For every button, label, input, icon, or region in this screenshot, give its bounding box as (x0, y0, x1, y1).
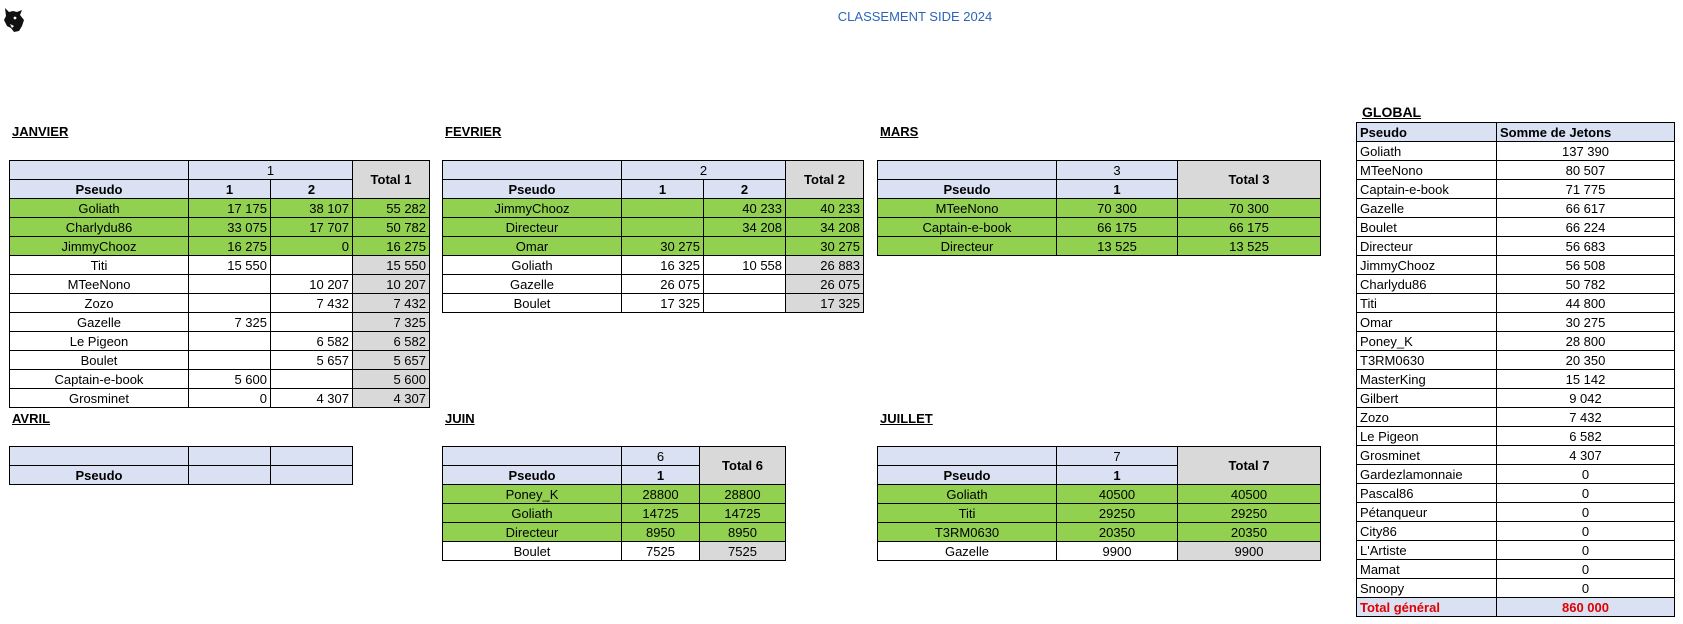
header-blank (878, 447, 1057, 466)
value-cell: 40500 (1057, 485, 1178, 504)
total-cell: 15 550 (353, 256, 430, 275)
header-blank (10, 447, 189, 466)
table-row (1357, 427, 1675, 446)
header-pseudo: Pseudo (878, 180, 1057, 199)
value-cell: 7525 (622, 542, 700, 561)
table-row (443, 256, 864, 275)
header-pseudo: Pseudo (878, 466, 1057, 485)
total-cell: 5 657 (353, 351, 430, 370)
table-row (878, 218, 1321, 237)
somme-cell: 0 (1497, 522, 1675, 541)
value-cell: 26 075 (622, 275, 704, 294)
pseudo-cell: Directeur (1357, 237, 1497, 256)
total-cell: 5 600 (353, 370, 430, 389)
total-cell: 7 432 (353, 294, 430, 313)
value-cell: 0 (271, 237, 353, 256)
table-mars (877, 160, 1321, 256)
pseudo-cell: Captain-e-book (878, 218, 1057, 237)
pseudo-cell: Mamat (1357, 560, 1497, 579)
table-row (10, 313, 430, 332)
value-cell (704, 275, 786, 294)
total-cell: 26 075 (786, 275, 864, 294)
table-row (1357, 560, 1675, 579)
header-col-1: 1 (189, 180, 271, 199)
total-cell: 13 525 (1178, 237, 1321, 256)
header-pseudo: Pseudo (10, 466, 189, 485)
table-row (878, 237, 1321, 256)
pseudo-cell: Goliath (443, 504, 622, 523)
pseudo-cell: Charlydu86 (1357, 275, 1497, 294)
table-juillet (877, 446, 1321, 561)
pseudo-cell: Directeur (878, 237, 1057, 256)
somme-cell: 30 275 (1497, 313, 1675, 332)
table-row (10, 256, 430, 275)
value-cell (189, 275, 271, 294)
header-group: 3 (1057, 161, 1178, 180)
table-janvier (9, 160, 430, 408)
header-pseudo: Pseudo (10, 180, 189, 199)
somme-cell: 137 390 (1497, 142, 1675, 161)
pseudo-cell: Goliath (878, 485, 1057, 504)
pseudo-cell: Le Pigeon (10, 332, 189, 351)
section-juin: JUIN (445, 411, 475, 426)
total-cell: 29250 (1178, 504, 1321, 523)
value-cell: 7 325 (189, 313, 271, 332)
table-row (443, 199, 864, 218)
pseudo-cell: Zozo (1357, 408, 1497, 427)
pseudo-cell: Goliath (443, 256, 622, 275)
value-cell: 40 233 (704, 199, 786, 218)
table-row (878, 199, 1321, 218)
pseudo-cell: Gazelle (878, 542, 1057, 561)
header-col-1: 1 (1057, 180, 1178, 199)
total-cell: 16 275 (353, 237, 430, 256)
header-total: Total 6 (700, 447, 786, 485)
pseudo-cell: Omar (1357, 313, 1497, 332)
value-cell (704, 294, 786, 313)
header-blank (271, 466, 353, 485)
pseudo-cell: Boulet (443, 542, 622, 561)
value-cell: 5 657 (271, 351, 353, 370)
somme-cell: 56 508 (1497, 256, 1675, 275)
header-col-2: 2 (271, 180, 353, 199)
header-total: Total 7 (1178, 447, 1321, 485)
table-row (443, 504, 786, 523)
table-row (10, 294, 430, 313)
pseudo-cell: Gazelle (443, 275, 622, 294)
pseudo-cell: Goliath (1357, 142, 1497, 161)
value-cell: 70 300 (1057, 199, 1178, 218)
pseudo-cell: MasterKing (1357, 370, 1497, 389)
header-blank (271, 447, 353, 466)
header-group: 6 (622, 447, 700, 466)
value-cell: 28800 (622, 485, 700, 504)
value-cell (704, 237, 786, 256)
value-cell: 10 558 (704, 256, 786, 275)
table-row (1357, 579, 1675, 598)
pseudo-cell: Gardezlamonnaie (1357, 465, 1497, 484)
table-row (1357, 313, 1675, 332)
pseudo-cell: Omar (443, 237, 622, 256)
somme-cell: 0 (1497, 560, 1675, 579)
somme-cell: 66 224 (1497, 218, 1675, 237)
value-cell: 5 600 (189, 370, 271, 389)
value-cell: 66 175 (1057, 218, 1178, 237)
somme-cell: 0 (1497, 465, 1675, 484)
value-cell: 29250 (1057, 504, 1178, 523)
table-row (1357, 351, 1675, 370)
value-cell: 14725 (622, 504, 700, 523)
header-somme: Somme de Jetons (1497, 123, 1675, 142)
pseudo-cell: JimmyChooz (443, 199, 622, 218)
table-row (1357, 503, 1675, 522)
value-cell: 16 325 (622, 256, 704, 275)
pseudo-cell: Pascal86 (1357, 484, 1497, 503)
pseudo-cell: Grosminet (10, 389, 189, 408)
total-cell: 14725 (700, 504, 786, 523)
section-janvier: JANVIER (12, 124, 69, 139)
table-row (10, 351, 430, 370)
pseudo-cell: Snoopy (1357, 579, 1497, 598)
table-row (10, 389, 430, 408)
value-cell: 38 107 (271, 199, 353, 218)
somme-cell: 6 582 (1497, 427, 1675, 446)
table-row (1357, 484, 1675, 503)
somme-cell: 66 617 (1497, 199, 1675, 218)
header-group: 7 (1057, 447, 1178, 466)
total-general-label: Total général (1357, 598, 1497, 617)
value-cell: 15 550 (189, 256, 271, 275)
value-cell (189, 351, 271, 370)
value-cell: 13 525 (1057, 237, 1178, 256)
value-cell: 34 208 (704, 218, 786, 237)
total-cell: 50 782 (353, 218, 430, 237)
pseudo-cell: Le Pigeon (1357, 427, 1497, 446)
total-cell: 7 325 (353, 313, 430, 332)
table-row (1357, 237, 1675, 256)
pseudo-cell: JimmyChooz (1357, 256, 1497, 275)
header-total: Total 2 (786, 161, 864, 199)
table-row (10, 237, 430, 256)
section-mars: MARS (880, 124, 919, 139)
somme-cell: 44 800 (1497, 294, 1675, 313)
table-row (10, 218, 430, 237)
value-cell: 20350 (1057, 523, 1178, 542)
somme-cell: 56 683 (1497, 237, 1675, 256)
table-row (1357, 389, 1675, 408)
table-row (1357, 199, 1675, 218)
pseudo-cell: Charlydu86 (10, 218, 189, 237)
table-row (1357, 370, 1675, 389)
pseudo-cell: Poney_K (443, 485, 622, 504)
header-col-1: 1 (622, 180, 704, 199)
somme-cell: 0 (1497, 541, 1675, 560)
table-row (10, 275, 430, 294)
somme-cell: 20 350 (1497, 351, 1675, 370)
table-row (878, 504, 1321, 523)
value-cell: 4 307 (271, 389, 353, 408)
somme-cell: 0 (1497, 579, 1675, 598)
table-row (1357, 180, 1675, 199)
pseudo-cell: Titi (878, 504, 1057, 523)
table-row (878, 523, 1321, 542)
pseudo-cell: Titi (1357, 294, 1497, 313)
table-row (1357, 446, 1675, 465)
pseudo-cell: MTeeNono (878, 199, 1057, 218)
value-cell: 17 175 (189, 199, 271, 218)
value-cell (622, 218, 704, 237)
header-blank (10, 161, 189, 180)
section-juillet: JUILLET (880, 411, 933, 426)
total-cell: 7525 (700, 542, 786, 561)
table-row (443, 485, 786, 504)
pseudo-cell: MTeeNono (10, 275, 189, 294)
page-title[interactable]: CLASSEMENT SIDE 2024 (837, 9, 993, 24)
total-cell: 26 883 (786, 256, 864, 275)
section-global: GLOBAL (1362, 104, 1422, 120)
pseudo-cell: Gazelle (1357, 199, 1497, 218)
table-row (878, 542, 1321, 561)
pseudo-cell: L'Artiste (1357, 541, 1497, 560)
value-cell: 33 075 (189, 218, 271, 237)
total-cell: 55 282 (353, 199, 430, 218)
value-cell: 30 275 (622, 237, 704, 256)
pseudo-cell: T3RM0630 (1357, 351, 1497, 370)
header-blank (878, 161, 1057, 180)
value-cell: 6 582 (271, 332, 353, 351)
pseudo-cell: Grosminet (1357, 446, 1497, 465)
header-group: 1 (189, 161, 353, 180)
pseudo-cell: T3RM0630 (878, 523, 1057, 542)
value-cell (271, 256, 353, 275)
table-row (443, 542, 786, 561)
header-group: 2 (622, 161, 786, 180)
total-cell: 8950 (700, 523, 786, 542)
pseudo-cell: Directeur (443, 218, 622, 237)
pseudo-cell: Captain-e-book (1357, 180, 1497, 199)
pseudo-cell: Gilbert (1357, 389, 1497, 408)
table-row (1357, 275, 1675, 294)
table-row (10, 199, 430, 218)
table-fevrier (442, 160, 864, 313)
pseudo-cell: Pétanqueur (1357, 503, 1497, 522)
header-blank (443, 161, 622, 180)
pseudo-cell: Gazelle (10, 313, 189, 332)
table-row (1357, 332, 1675, 351)
table-row (1357, 465, 1675, 484)
pseudo-cell: MTeeNono (1357, 161, 1497, 180)
header-pseudo: Pseudo (443, 180, 622, 199)
total-cell: 40500 (1178, 485, 1321, 504)
value-cell: 0 (189, 389, 271, 408)
somme-cell: 0 (1497, 484, 1675, 503)
table-row (1357, 218, 1675, 237)
table-row (1357, 142, 1675, 161)
value-cell: 7 432 (271, 294, 353, 313)
total-cell: 9900 (1178, 542, 1321, 561)
pseudo-cell: JimmyChooz (10, 237, 189, 256)
total-general-value: 860 000 (1497, 598, 1675, 617)
pseudo-cell: City86 (1357, 522, 1497, 541)
value-cell (189, 332, 271, 351)
pseudo-cell: Boulet (10, 351, 189, 370)
total-cell: 28800 (700, 485, 786, 504)
value-cell: 16 275 (189, 237, 271, 256)
somme-cell: 4 307 (1497, 446, 1675, 465)
total-cell: 70 300 (1178, 199, 1321, 218)
header-blank (189, 447, 271, 466)
total-cell: 66 175 (1178, 218, 1321, 237)
value-cell (622, 199, 704, 218)
pseudo-cell: Zozo (10, 294, 189, 313)
header-pseudo: Pseudo (1357, 123, 1497, 142)
pseudo-cell: Boulet (443, 294, 622, 313)
pseudo-cell: Poney_K (1357, 332, 1497, 351)
pseudo-cell: Goliath (10, 199, 189, 218)
value-cell: 8950 (622, 523, 700, 542)
somme-cell: 15 142 (1497, 370, 1675, 389)
value-cell: 10 207 (271, 275, 353, 294)
table-row (443, 275, 864, 294)
value-cell (271, 370, 353, 389)
header-total: Total 3 (1178, 161, 1321, 199)
value-cell: 17 707 (271, 218, 353, 237)
pseudo-cell: Titi (10, 256, 189, 275)
somme-cell: 0 (1497, 503, 1675, 522)
pseudo-cell: Captain-e-book (10, 370, 189, 389)
header-col-1: 1 (622, 466, 700, 485)
somme-cell: 50 782 (1497, 275, 1675, 294)
section-avril: AVRIL (12, 411, 51, 426)
somme-cell: 80 507 (1497, 161, 1675, 180)
somme-cell: 28 800 (1497, 332, 1675, 351)
table-avril (9, 446, 353, 485)
value-cell (189, 294, 271, 313)
total-cell: 6 582 (353, 332, 430, 351)
header-total: Total 1 (353, 161, 430, 199)
total-cell: 4 307 (353, 389, 430, 408)
value-cell: 17 325 (622, 294, 704, 313)
table-row (1357, 522, 1675, 541)
header-col-1: 1 (1057, 466, 1178, 485)
total-cell: 17 325 (786, 294, 864, 313)
table-row (1357, 161, 1675, 180)
section-fevrier: FEVRIER (445, 124, 502, 139)
table-row (443, 218, 864, 237)
total-cell: 30 275 (786, 237, 864, 256)
table-row (1357, 256, 1675, 275)
total-cell: 34 208 (786, 218, 864, 237)
header-blank (443, 447, 622, 466)
table-row (10, 332, 430, 351)
value-cell (271, 313, 353, 332)
header-pseudo: Pseudo (443, 466, 622, 485)
table-row (443, 237, 864, 256)
table-row (878, 485, 1321, 504)
table-row (1357, 408, 1675, 427)
table-row (10, 370, 430, 389)
table-row (443, 523, 786, 542)
total-cell: 20350 (1178, 523, 1321, 542)
table-row (1357, 294, 1675, 313)
somme-cell: 7 432 (1497, 408, 1675, 427)
value-cell: 9900 (1057, 542, 1178, 561)
somme-cell: 71 775 (1497, 180, 1675, 199)
header-col-2: 2 (704, 180, 786, 199)
header-blank (189, 466, 271, 485)
table-global (1356, 122, 1675, 617)
somme-cell: 9 042 (1497, 389, 1675, 408)
pseudo-cell: Directeur (443, 523, 622, 542)
table-juin (442, 446, 786, 561)
total-cell: 10 207 (353, 275, 430, 294)
total-cell: 40 233 (786, 199, 864, 218)
table-row (443, 294, 864, 313)
pseudo-cell: Boulet (1357, 218, 1497, 237)
table-row (1357, 541, 1675, 560)
